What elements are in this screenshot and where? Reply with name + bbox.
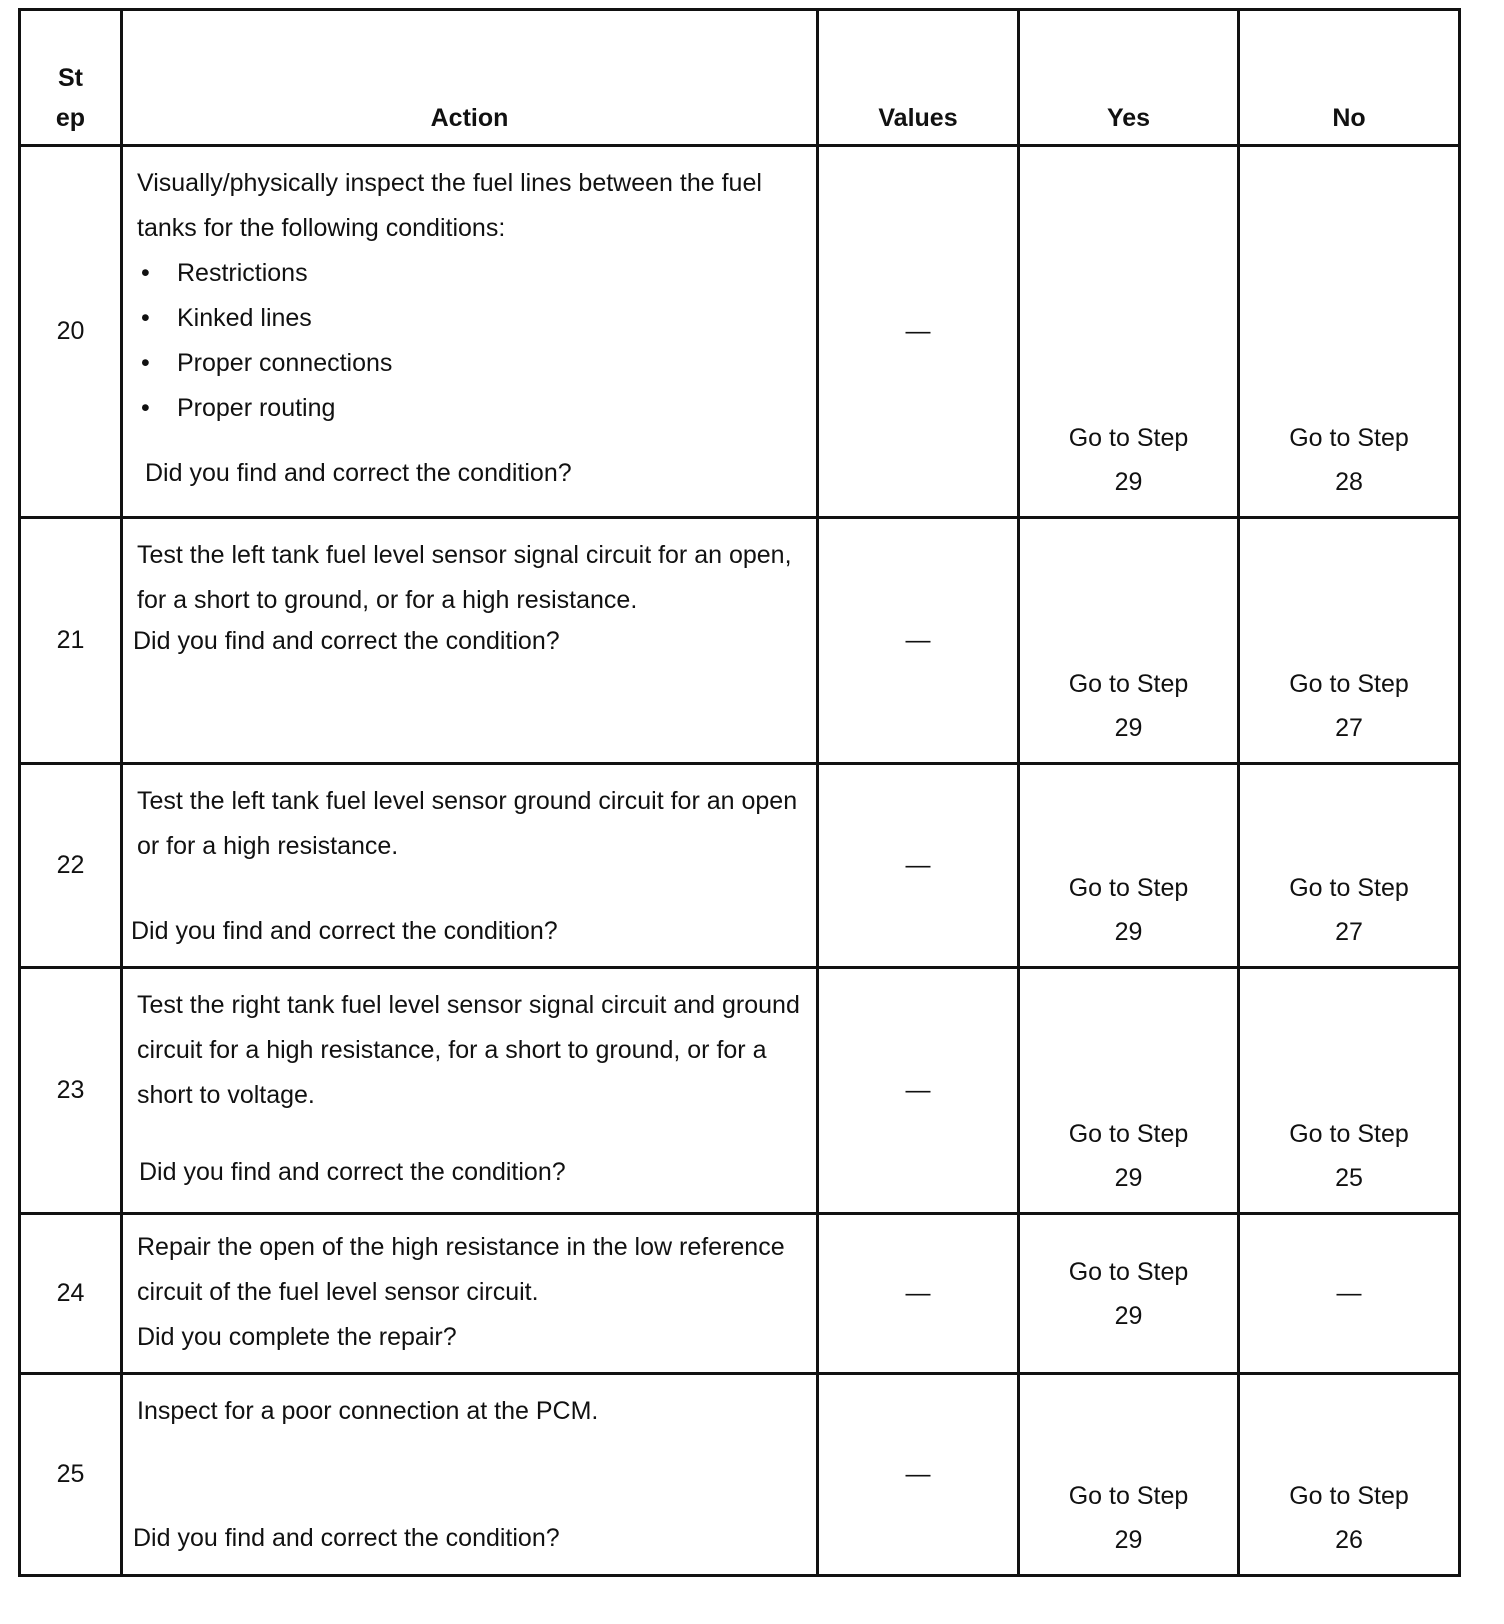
header-no: No <box>1239 10 1460 146</box>
diagnostic-procedure-table <box>18 8 1461 1577</box>
no-outcome: Go to Step 26 <box>1239 1374 1460 1576</box>
values-cell: — <box>818 1374 1019 1576</box>
action-question: Did you find and correct the condition? <box>139 1158 566 1186</box>
condition-item: • Proper connections <box>141 349 393 377</box>
values-cell: — <box>818 146 1019 518</box>
table-row-step-21 <box>20 518 1460 764</box>
action-cell <box>122 968 818 1214</box>
action-instruction: Test the left tank fuel level sensor signal circuit for an open, for a short to ground, or for a high resistance. <box>137 541 792 614</box>
condition-item: • Kinked lines <box>141 304 312 332</box>
action-instruction: Repair the open of the high resistance in the low reference circuit of the fuel level sensor circuit. <box>137 1233 785 1306</box>
step-number: 21 <box>20 518 122 764</box>
condition-item: • Proper routing <box>141 394 336 422</box>
table-header-row <box>20 10 1460 146</box>
header-yes: Yes <box>1019 10 1239 146</box>
header-step: St ep <box>20 10 122 146</box>
action-instruction: Test the left tank fuel level sensor ground circuit for an open or for a high resistance. <box>137 787 798 860</box>
header-values: Values <box>818 10 1019 146</box>
values-cell: — <box>818 518 1019 764</box>
table-row-step-24 <box>20 1214 1460 1374</box>
step-number: 22 <box>20 764 122 968</box>
values-cell: — <box>818 968 1019 1214</box>
yes-outcome: Go to Step 29 <box>1019 146 1239 518</box>
action-cell <box>122 1214 818 1374</box>
condition-list <box>137 251 802 431</box>
action-instruction: Visually/physically inspect the fuel lines between the fuel tanks for the following conditions: <box>137 169 762 242</box>
yes-outcome: Go to Step 29 <box>1019 1374 1239 1576</box>
table-row-step-20 <box>20 146 1460 518</box>
action-instruction: Test the right tank fuel level sensor signal circuit and ground circuit for a high resistance, for a short to ground, or for a short to voltage. <box>137 991 800 1109</box>
action-question: Did you find and correct the condition? <box>131 917 558 945</box>
action-question: Did you find and correct the condition? <box>133 1524 560 1552</box>
yes-outcome: Go to Step 29 <box>1019 764 1239 968</box>
action-cell <box>122 146 818 518</box>
step-number: 24 <box>20 1214 122 1374</box>
action-cell <box>122 764 818 968</box>
action-cell <box>122 518 818 764</box>
condition-item: • Restrictions <box>141 259 308 287</box>
no-outcome: Go to Step 27 <box>1239 764 1460 968</box>
yes-outcome: Go to Step 29 <box>1019 518 1239 764</box>
no-outcome: Go to Step 27 <box>1239 518 1460 764</box>
table-row-step-22 <box>20 764 1460 968</box>
table-row-step-23 <box>20 968 1460 1214</box>
step-number: 23 <box>20 968 122 1214</box>
yes-outcome: Go to Step 29 <box>1019 1214 1239 1374</box>
action-question: Did you find and correct the condition? <box>145 459 572 487</box>
no-outcome: — <box>1239 1214 1460 1374</box>
no-outcome: Go to Step 25 <box>1239 968 1460 1214</box>
action-instruction: Inspect for a poor connection at the PCM. <box>137 1397 599 1425</box>
header-action: Action <box>122 10 818 146</box>
no-outcome: Go to Step 28 <box>1239 146 1460 518</box>
values-cell: — <box>818 764 1019 968</box>
table-row-step-25 <box>20 1374 1460 1576</box>
action-cell <box>122 1374 818 1576</box>
step-number: 25 <box>20 1374 122 1576</box>
action-question: Did you complete the repair? <box>137 1323 457 1351</box>
step-number: 20 <box>20 146 122 518</box>
values-cell: — <box>818 1214 1019 1374</box>
action-question: Did you find and correct the condition? <box>133 627 560 655</box>
yes-outcome: Go to Step 29 <box>1019 968 1239 1214</box>
